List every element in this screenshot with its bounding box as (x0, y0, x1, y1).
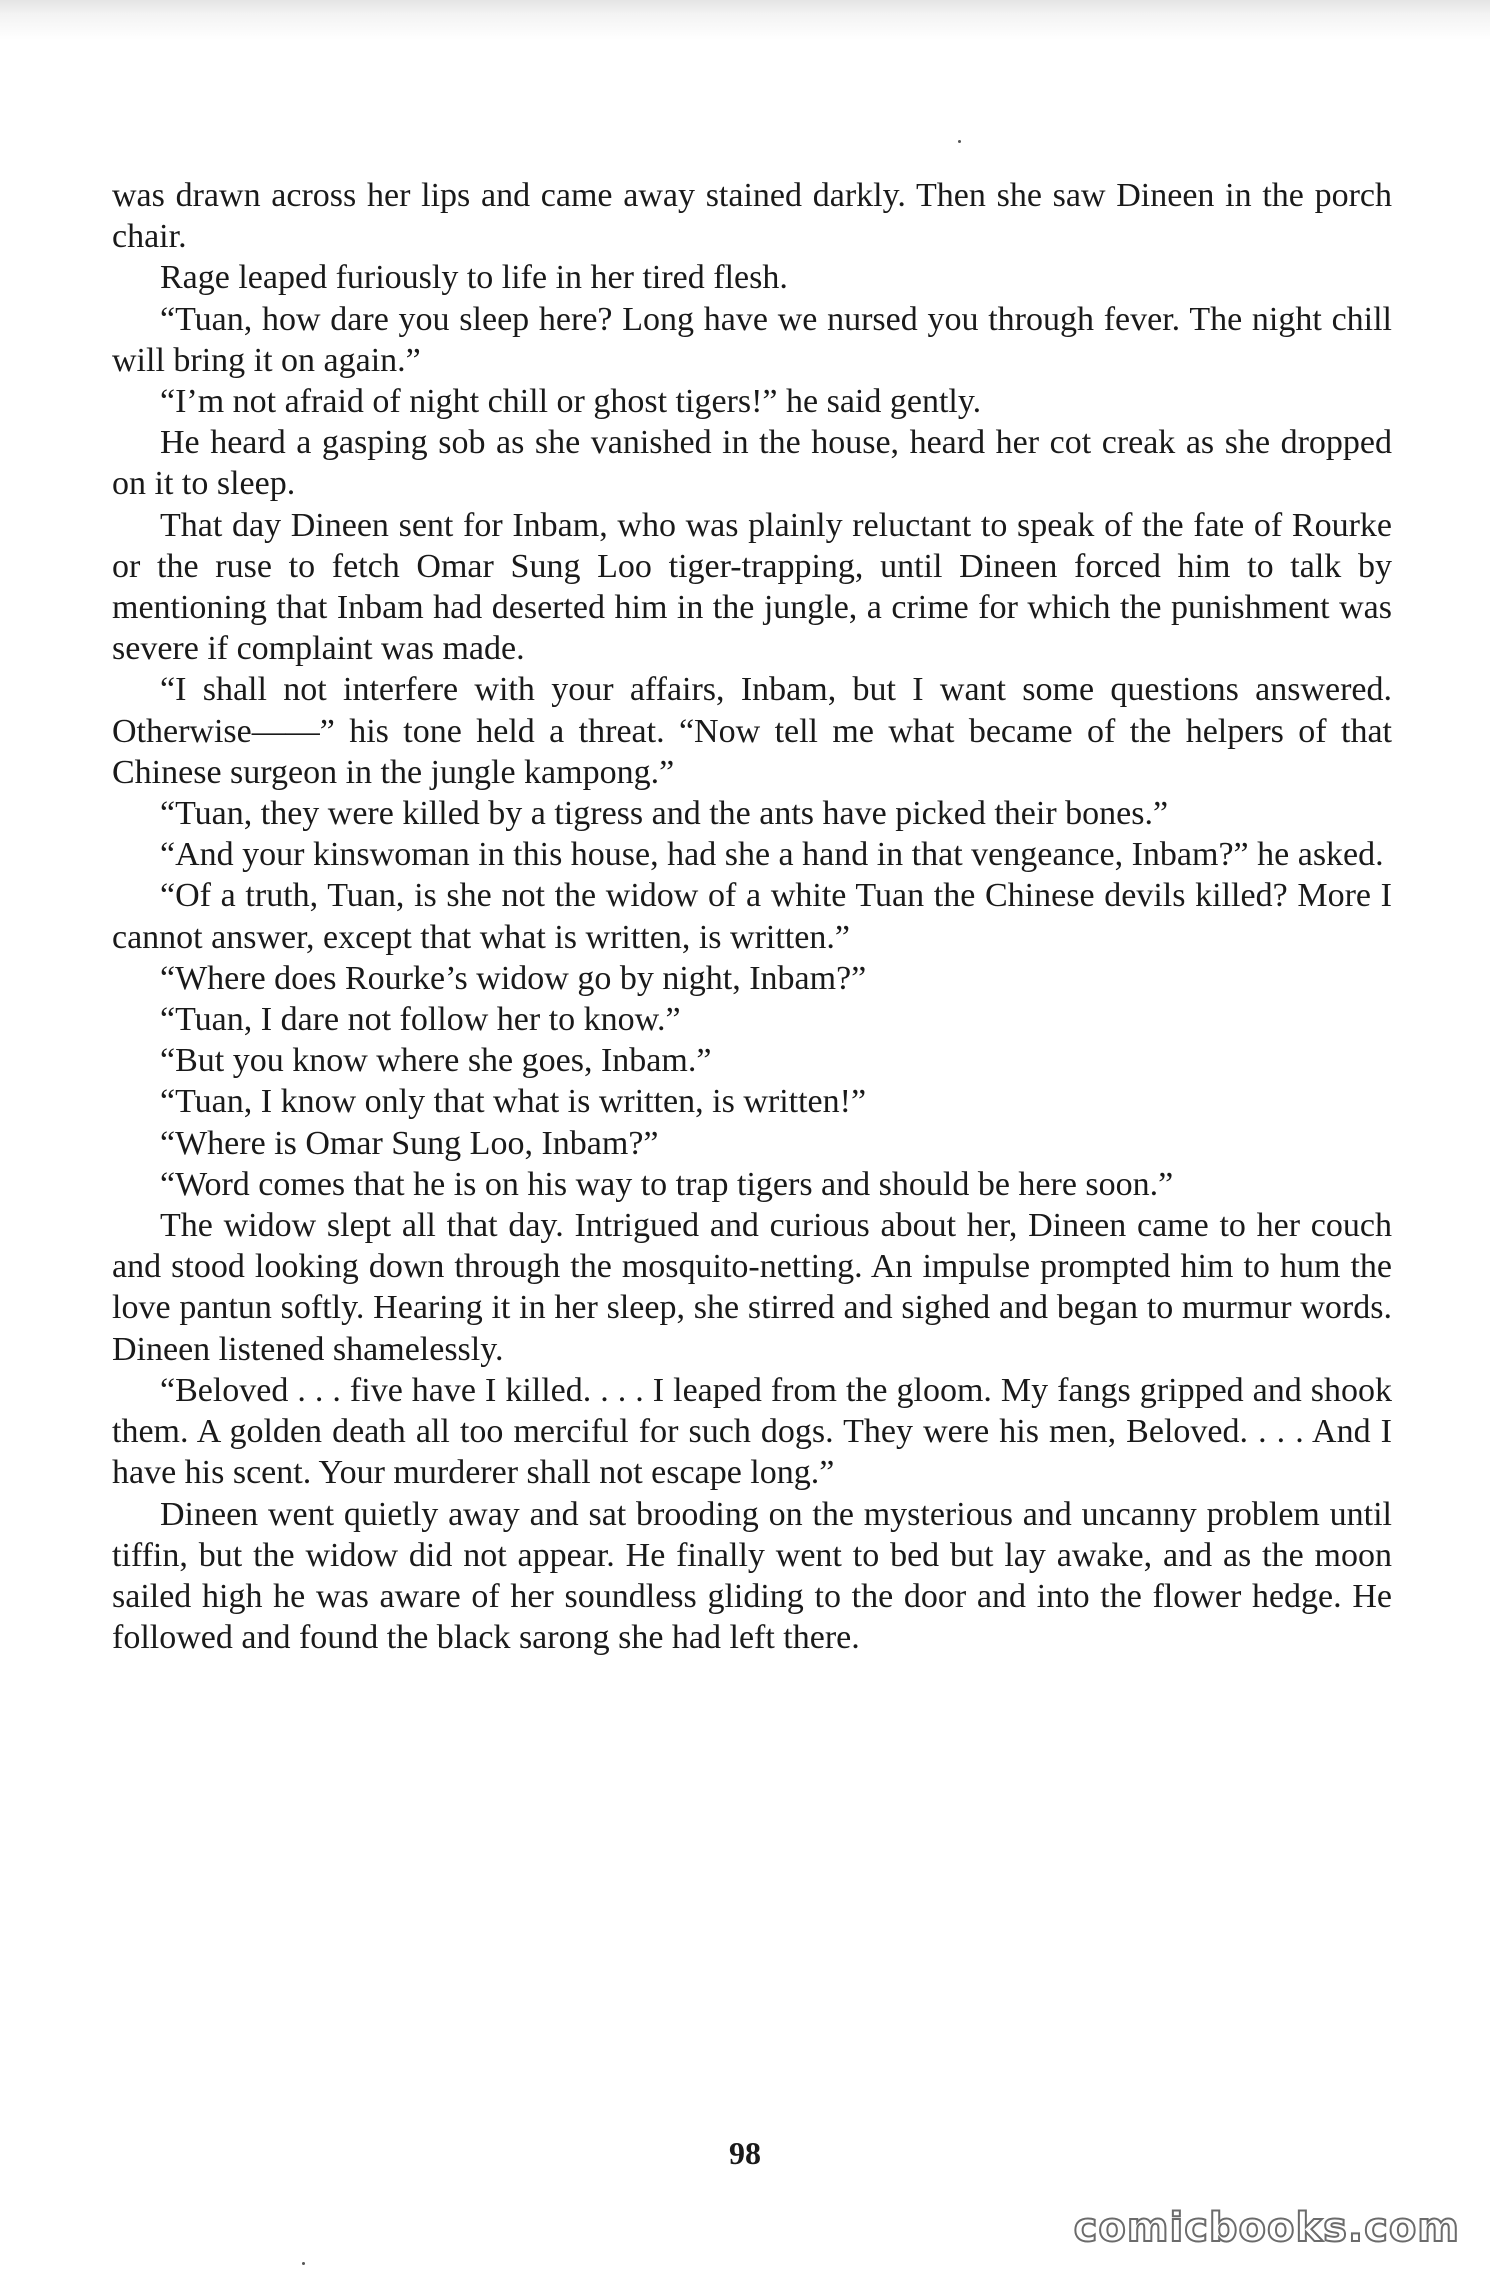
paragraph: “Where does Rourke’s widow go by night, Inbam?” (160, 959, 867, 997)
paragraph: “Tuan, they were killed by a tigress and the ants have picked their bones.” (160, 795, 1169, 833)
scan-top-edge (0, 0, 1490, 60)
watermark-logo: comicbooks.com (1073, 2205, 1460, 2251)
paragraph: “Tuan, how dare you sleep here? Long have we nursed you through fever. The night chill will bring it on again.” (112, 300, 1392, 379)
paragraph: The widow slept all that day. Intrigued and curious about her, Dineen came to her couch and stood looking down through the mosquito-netting. An impulse prompted him to hum the love pantun softly. Hearing it in her sleep, she stirred and sighed and began to murmur words. Dineen listened shamelessly. (112, 1207, 1392, 1368)
scan-speck (302, 2262, 305, 2265)
scan-speck (958, 140, 961, 143)
paragraph: “I’m not afraid of night chill or ghost tigers!” he said gently. (160, 383, 982, 421)
paragraph: was drawn across her lips and came away stained darkly. Then she saw Dineen in the porch chair. (112, 177, 1392, 256)
paragraph: “Beloved . . . five have I killed. . . . I leaped from the gloom. My fangs gripped and shook them. A golden death all too merciful for such dogs. They were his men, Beloved. . . . And I have his scent. Your murderer shall not escape long.” (112, 1371, 1392, 1492)
paragraph: “I shall not interfere with your affairs, Inbam, but I want some questions answered. Otherwise——” his tone held a threat. “Now tell me what became of the helpers of that Chinese surgeon in the jungle kampong.” (112, 671, 1392, 791)
paragraph: “Tuan, I dare not follow her to know.” (160, 1001, 681, 1039)
paragraph: He heard a gasping sob as she vanished in the house, heard her cot creak as she dropped on it to sleep. (112, 424, 1392, 503)
paragraph: “Word comes that he is on his way to trap tigers and should be here soon.” (160, 1165, 1174, 1203)
paragraph: “Tuan, I know only that what is written, is written!” (160, 1083, 867, 1121)
paragraph: “Of a truth, Tuan, is she not the widow of a white Tuan the Chinese devils killed? More I cannot answer, except that what is written, is written.” (112, 877, 1392, 956)
paragraph: Dineen went quietly away and sat brooding on the mysterious and uncanny problem until tiffin, but the widow did not appear. He finally went to bed but lay awake, and as the moon sailed high he was aware of her soundless gliding to the door and into the flower hedge. He followed and found the black sarong she had left there. (112, 1495, 1392, 1657)
paragraph: “But you know where she goes, Inbam.” (160, 1042, 712, 1080)
page-body-text (112, 175, 1392, 1658)
page-number: 98 (729, 2135, 761, 2171)
paragraph: “And your kinswoman in this house, had she a hand in that vengeance, Inbam?” he asked. (160, 836, 1384, 874)
paragraph: “Where is Omar Sung Loo, Inbam?” (160, 1124, 659, 1162)
paragraph: Rage leaped furiously to life in her tired flesh. (160, 259, 788, 297)
paragraph: That day Dineen sent for Inbam, who was plainly reluctant to speak of the fate of Rourke or the ruse to fetch Omar Sung Loo tiger-trapping, until Dineen forced him to talk by mentioning that Inbam had deserted him in the jungle, a crime for which the punishment was severe if complaint was made. (112, 506, 1392, 668)
